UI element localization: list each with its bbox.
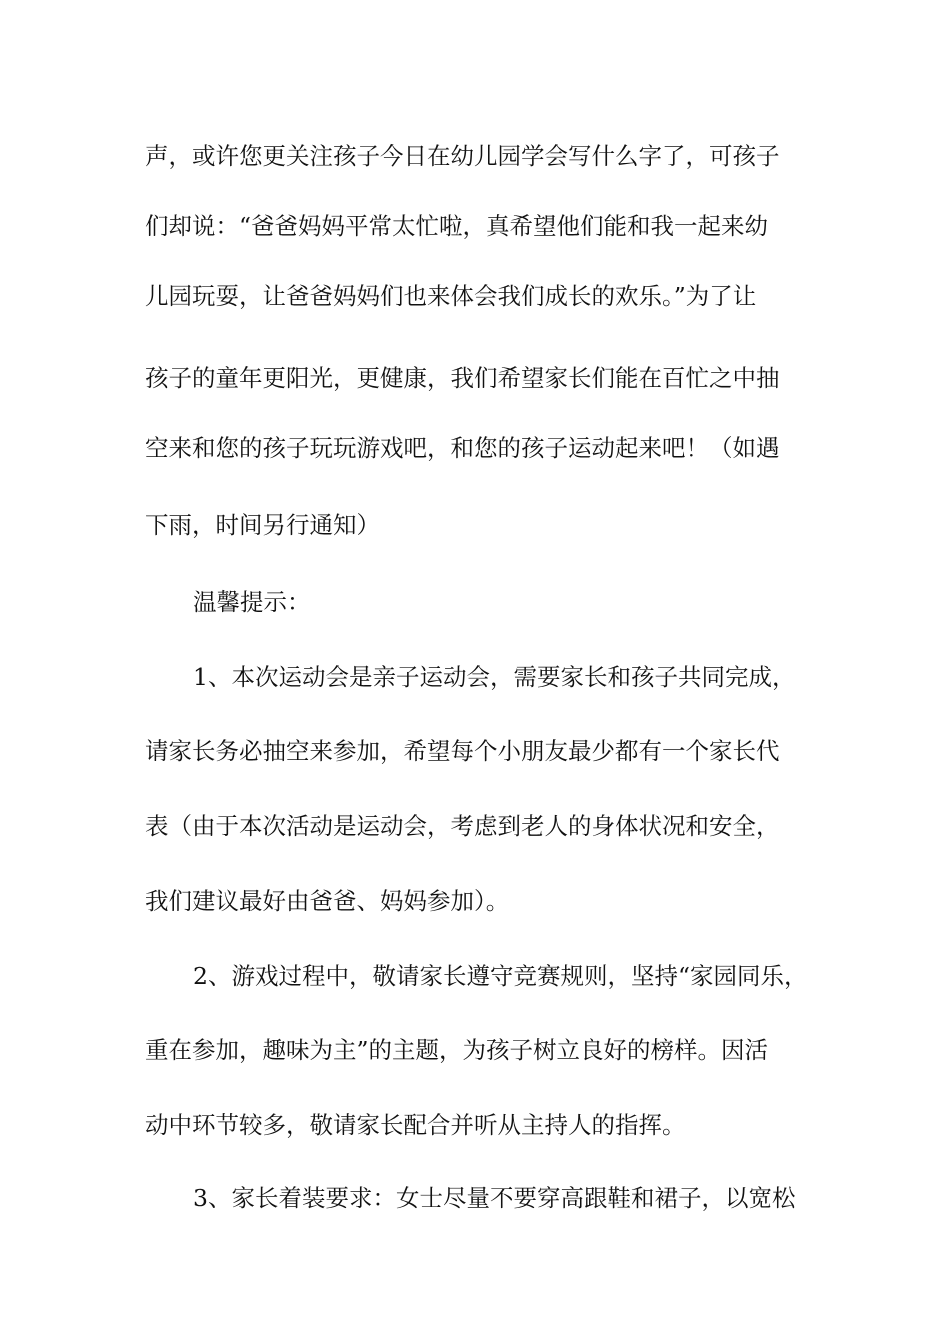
text-line: 我们建议最好由爸爸、妈妈参加）。 bbox=[145, 887, 510, 915]
text-line: 请家长务必抽空来参加，希望每个小朋友最少都有一个家长代 bbox=[145, 737, 780, 765]
text-line: 们却说：“爸爸妈妈平常太忙啦，真希望他们能和我一起来幼 bbox=[145, 212, 769, 240]
text-line: 下雨，时间另行通知） bbox=[145, 511, 380, 539]
tip-3-line: 3、家长着装要求：女士尽量不要穿高跟鞋和裙子，以宽松 bbox=[193, 1184, 796, 1212]
text-line: 孩子的童年更阳光，更健康，我们希望家长们能在百忙之中抽 bbox=[145, 364, 780, 392]
text-line: 声，或许您更关注孩子今日在幼儿园学会写什么字了，可孩子 bbox=[145, 142, 780, 170]
tip-2-line: 2、游戏过程中，敬请家长遵守竞赛规则，坚持“家园同乐， bbox=[193, 962, 808, 990]
text-line: 空来和您的孩子玩玩游戏吧，和您的孩子运动起来吧！（如遇 bbox=[145, 434, 780, 462]
tip-1-line: 1、本次运动会是亲子运动会，需要家长和孩子共同完成， bbox=[193, 663, 796, 691]
text-line: 动中环节较多，敬请家长配合并听从主持人的指挥。 bbox=[145, 1111, 686, 1139]
text-line: 儿园玩耍，让爸爸妈妈们也来体会我们成长的欢乐。”为了让 bbox=[145, 282, 757, 310]
text-line: 表（由于本次活动是运动会，考虑到老人的身体状况和安全， bbox=[145, 812, 780, 840]
tips-heading: 温馨提示： bbox=[193, 588, 311, 616]
text-line: 重在参加，趣味为主”的主题，为孩子树立良好的榜样。因活 bbox=[145, 1036, 769, 1064]
